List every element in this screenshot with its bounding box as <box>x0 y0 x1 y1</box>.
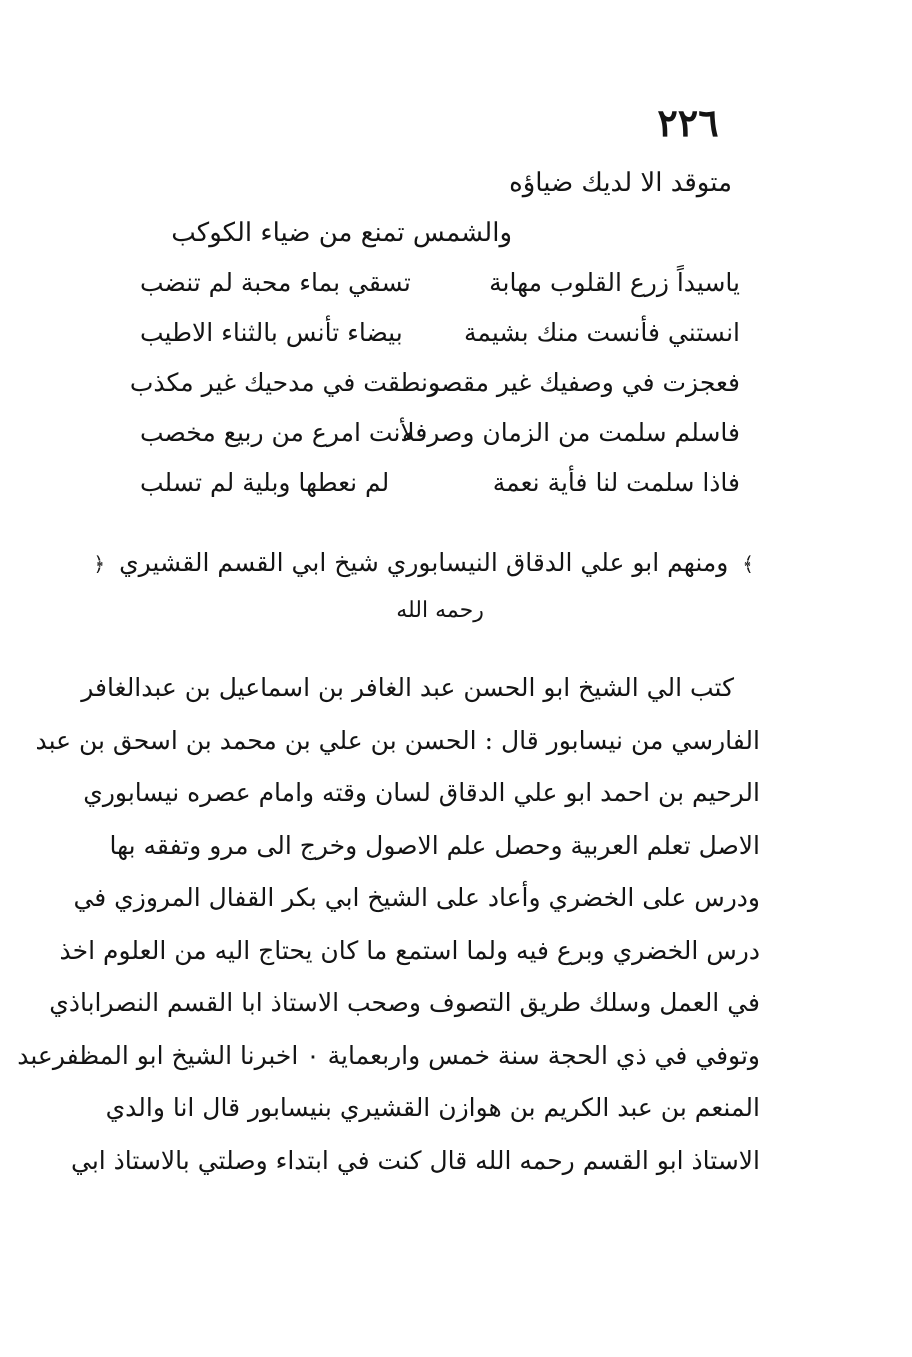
poem-couplets <box>129 268 740 518</box>
poem-couplet <box>140 418 740 468</box>
verse-intro-line-1: متوقد الا لديك ضياؤه <box>509 168 732 198</box>
body-line: كتب الي الشيخ ابو الحسن عبد الغافر بن اسماعيل بن عبدالغافر <box>81 673 734 702</box>
first-hemistich: انستني فأنست منك بشيمة <box>463 318 740 347</box>
second-hemistich: ونطقت في مدحيك غير مكذب <box>129 368 440 397</box>
body-line: درس الخضري وبرع فيه ولما استمع ما كان يحتاج اليه من العلوم اخذ <box>59 935 760 965</box>
section-heading <box>93 548 760 577</box>
body-line: الاستاذ ابو القسم رحمه الله قال كنت في ابتداء وصلتي بالاستاذ ابي <box>70 1145 760 1175</box>
body-line: الاصل تعلم العربية وحصل علم الاصول وخرج الى مرو وتفقه بها <box>109 830 760 860</box>
section-heading-text: ومنهم ابو علي الدقاق النيسابوري شيخ ابي القسم القشيري <box>119 548 729 577</box>
body-line: الرحيم بن احمد ابو علي الدقاق لسان وقته وامام عصره نيسابوري <box>83 778 760 807</box>
first-hemistich: فاذا سلمت لنا فأية نعمة <box>492 468 740 497</box>
ornament-bracket-icon: ﴿ <box>93 552 106 576</box>
second-hemistich: تسقي بماء محبة لم تنضب <box>140 268 411 297</box>
body-paragraph <box>17 662 760 1187</box>
body-line: وتوفي في ذي الحجة سنة خمس واربعماية ٠ اخبرنا الشيخ ابو المظفرعبد <box>17 1040 760 1070</box>
body-line: ودرس على الخضري وأعاد على الشيخ ابي بكر القفال المروزي في <box>73 883 760 912</box>
first-hemistich: فعجزت في وصفيك غير مقصر <box>427 368 740 397</box>
poem-couplet <box>129 368 740 418</box>
second-hemistich: فلأنت امرع من ربيع مخصب <box>140 418 428 447</box>
ornament-bracket-icon: ﴾ <box>742 552 754 576</box>
first-hemistich: ياسيداً زرع القلوب مهابة <box>489 268 740 297</box>
body-line: المنعم بن عبد الكريم بن هوازن القشيري بنيسابور قال انا والدي <box>105 1093 760 1122</box>
page-number: ٢٢٦ <box>657 100 719 145</box>
poem-couplet <box>140 268 740 318</box>
body-line: في العمل وسلك طريق التصوف وصحب الاستاذ ابا القسم النصراباذي <box>49 988 760 1017</box>
poem-couplet <box>140 468 740 518</box>
verse-intro-line-2: والشمس تمنع من ضياء الكوكب <box>171 218 512 248</box>
section-subheading: رحمه الله <box>396 598 484 623</box>
second-hemistich: بيضاء تأنس بالثناء الاطيب <box>140 318 403 347</box>
body-line: الفارسي من نيسابور قال : الحسن بن علي بن محمد بن اسحق بن عبد <box>35 725 760 755</box>
poem-couplet <box>140 318 740 368</box>
first-hemistich: فاسلم سلمت من الزمان وصرفه <box>401 418 740 447</box>
second-hemistich: لم نعطها وبلية لم تسلب <box>140 468 390 497</box>
